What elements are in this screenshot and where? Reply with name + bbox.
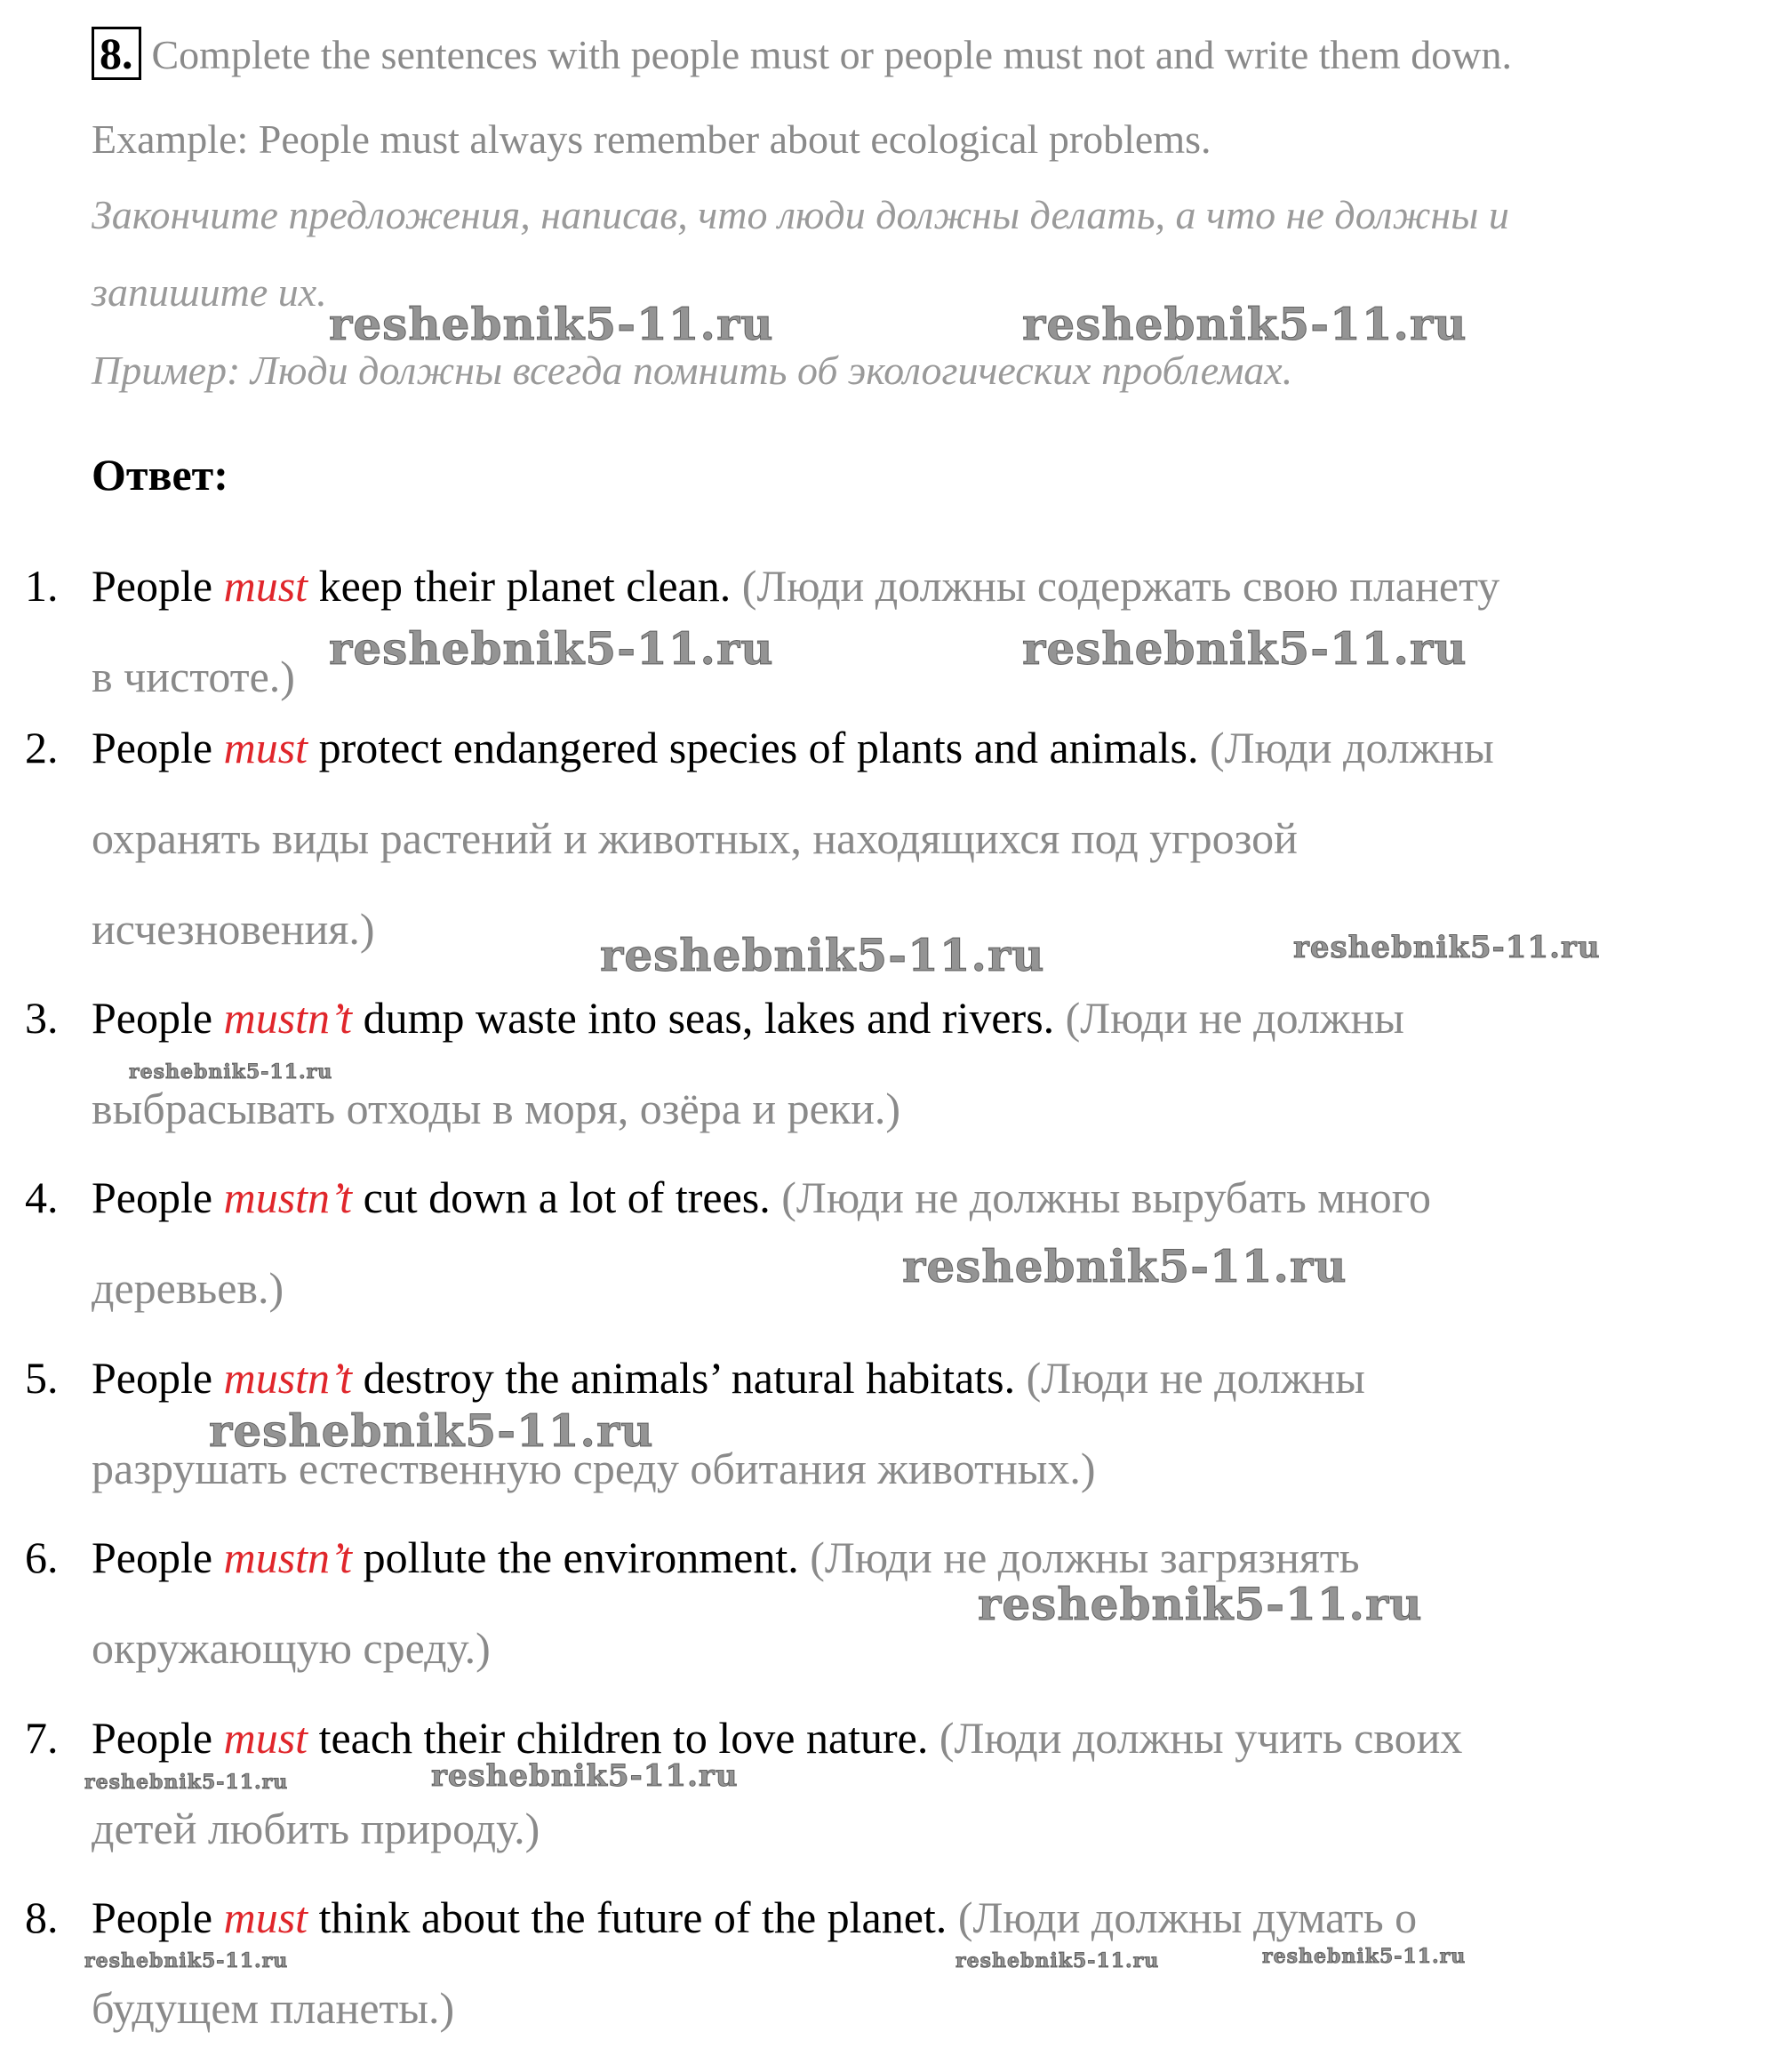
answer-rest: destroy the animals’ natural habitats. [352, 1353, 1027, 1403]
answer-translation-cont: деревьев.) [92, 1263, 284, 1313]
answer-translation: (Люди не должны [1065, 993, 1404, 1043]
answer-line [92, 1892, 1417, 1943]
answer-subject: People [92, 1532, 224, 1582]
answer-subject: People [92, 993, 224, 1043]
answer-translation-cont: в чистоте.) [92, 652, 295, 701]
answer-subject: People [92, 723, 224, 772]
task-example-en: Example: People must always remember about ecological problems. [92, 116, 1211, 162]
watermark: reshebnik5-11.ru [129, 1060, 333, 1084]
answer-line [92, 1172, 1431, 1223]
answer-label: Ответ: [92, 450, 228, 500]
answer-modal: mustn’t [223, 1532, 353, 1582]
answer-line [92, 722, 1494, 773]
answer-rest: protect endangered species of plants and animals. [308, 723, 1210, 772]
answer-translation-cont: окружающую среду.) [92, 1623, 491, 1673]
watermark: reshebnik5-11.ru [329, 622, 774, 675]
watermark: reshebnik5-11.ru [329, 298, 774, 350]
watermark: reshebnik5-11.ru [1293, 930, 1601, 965]
answer-line [92, 1712, 1462, 1764]
answer-number: 2. [25, 723, 59, 772]
watermark: reshebnik5-11.ru [1022, 622, 1467, 675]
answer-translation-cont: выбрасывать отходы в моря, озёра и реки.) [92, 1084, 901, 1133]
answer-translation-cont: разрушать естественную среду обитания животных.) [92, 1444, 1096, 1493]
answer-translation: (Люди не должны [1026, 1353, 1365, 1403]
answer-translation-cont: охранять виды растений и животных, находящихся под угрозой [92, 813, 1298, 863]
watermark: reshebnik5-11.ru [84, 1949, 289, 1972]
answer-number: 7. [25, 1713, 59, 1763]
answer-number: 8. [25, 1892, 59, 1942]
answer-translation-cont: будущем планеты.) [92, 1983, 455, 2033]
task-instruction-line [92, 27, 1512, 80]
answer-modal: must [223, 1892, 308, 1942]
answer-subject: People [92, 1353, 224, 1403]
answer-rest: think about the future of the planet. [308, 1892, 958, 1942]
answer-modal: must [223, 1713, 308, 1763]
answer-modal: mustn’t [223, 993, 353, 1043]
answer-modal: mustn’t [223, 1172, 353, 1222]
answer-line [92, 1352, 1365, 1404]
answer-number: 6. [25, 1532, 59, 1582]
task-instruction-ru-2: запишите их. [92, 269, 327, 315]
answer-rest: cut down a lot of trees. [352, 1172, 782, 1222]
task-instruction-ru-1: Закончите предложения, написав, что люди должны делать, а что не должны и [92, 192, 1509, 237]
watermark: reshebnik5-11.ru [1262, 1945, 1467, 1968]
answer-number: 5. [25, 1353, 59, 1403]
answer-subject: People [92, 561, 224, 611]
answer-translation: (Люди должны учить своих [939, 1713, 1463, 1763]
answer-rest: dump waste into seas, lakes and rivers. [352, 993, 1066, 1043]
answer-subject: People [92, 1892, 224, 1942]
answer-modal: must [223, 723, 308, 772]
answer-subject: People [92, 1713, 224, 1763]
answer-rest: keep their planet clean. [308, 561, 742, 611]
answer-translation: (Люди не должны вырубать много [781, 1172, 1431, 1222]
answer-translation-cont: детей любить природу.) [92, 1804, 540, 1853]
answer-translation-cont: исчезновения.) [92, 904, 375, 954]
answer-translation: (Люди должны думать о [957, 1892, 1418, 1942]
watermark: reshebnik5-11.ru [209, 1404, 654, 1457]
answer-number: 4. [25, 1172, 59, 1222]
answer-subject: People [92, 1172, 224, 1222]
watermark: reshebnik5-11.ru [431, 1758, 739, 1794]
task-number: 8. [92, 27, 141, 80]
answer-line [92, 992, 1404, 1044]
watermark: reshebnik5-11.ru [600, 929, 1045, 981]
answer-translation: (Люди должны содержать свою планету [741, 561, 1500, 611]
watermark: reshebnik5-11.ru [902, 1240, 1347, 1292]
answer-number: 1. [25, 561, 59, 611]
task-instruction-en: Complete the sentences with people must or people must not and write them down. [151, 32, 1512, 77]
answer-number: 3. [25, 993, 59, 1043]
answer-rest: pollute the environment. [352, 1532, 811, 1582]
answer-modal: mustn’t [223, 1353, 353, 1403]
watermark: reshebnik5-11.ru [1022, 298, 1467, 350]
watermark: reshebnik5-11.ru [978, 1578, 1423, 1630]
answer-rest: teach their children to love nature. [308, 1713, 939, 1763]
answer-translation: (Люди не должны загрязнять [810, 1532, 1360, 1582]
answer-translation: (Люди должны [1209, 723, 1494, 772]
watermark: reshebnik5-11.ru [84, 1771, 289, 1794]
answer-line [92, 1532, 1360, 1583]
watermark: reshebnik5-11.ru [955, 1949, 1160, 1972]
answer-modal: must [223, 561, 308, 611]
answer-line [92, 560, 1499, 612]
task-example-ru: Пример: Люди должны всегда помнить об экологических проблемах. [92, 348, 1293, 393]
